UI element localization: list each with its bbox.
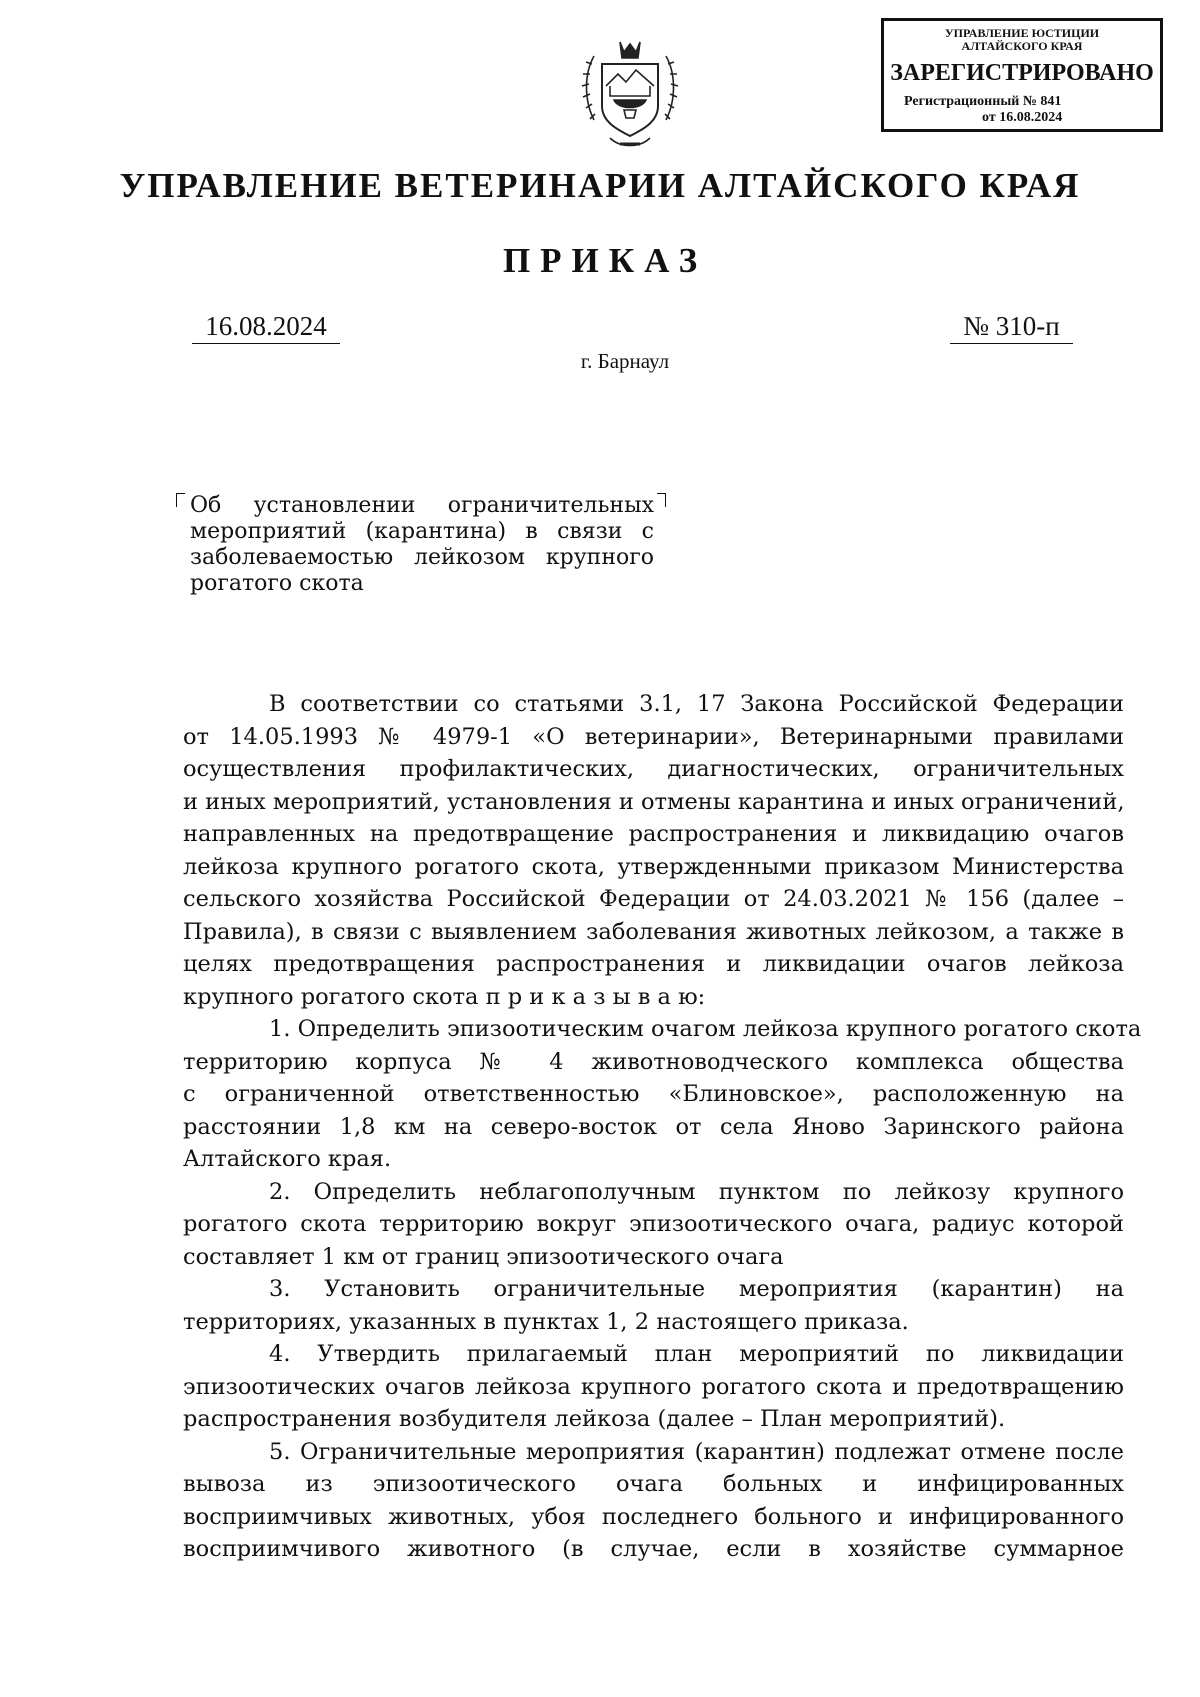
city: г. Барнаул <box>580 349 670 373</box>
body-line: лейкоза крупного рогатого скота, утвержденными приказом Министерства <box>183 853 1124 880</box>
document-type: ПРИКАЗ <box>502 241 708 280</box>
body-line: 4. Утвердить прилагаемый план мероприятий по ликвидации <box>269 1341 1124 1367</box>
order-body <box>183 688 1142 1566</box>
body-line: рогатого скота территорию вокруг эпизоотического очага, радиус которой <box>183 1211 1124 1237</box>
body-line: В соответствии со статьями 3.1, 17 Закона Российской Федерации <box>269 691 1124 717</box>
body-line: территорию корпуса № 4 животноводческого комплекса общества <box>183 1048 1124 1075</box>
body-line: эпизоотических очагов лейкоза крупного рогатого скота и предотвращению <box>183 1373 1124 1400</box>
stamp-status: ЗАРЕГИСТРИРОВАНО <box>890 60 1154 86</box>
body-line: 5. Ограничительные мероприятия (карантин) подлежат отмене после <box>269 1438 1124 1465</box>
body-line: расстоянии 1,8 км на северо-восток от села Яново Заринского района <box>183 1113 1124 1140</box>
body-line: и иных мероприятий, установления и отмены карантина и иных ограничений, <box>183 788 1125 815</box>
body-line: Правила), в связи с выявлением заболевания животных лейкозом, а также в <box>183 918 1124 945</box>
body-line: территориях, указанных в пунктах 1, 2 настоящего приказа. <box>183 1308 909 1335</box>
body-line: 1. Определить эпизоотическим очагом лейкоза крупного рогатого скота <box>269 1016 1142 1042</box>
body-line: восприимчивого животного (в случае, если в хозяйстве суммарное <box>183 1536 1124 1562</box>
subject-line: Об установлении ограничительных <box>190 493 654 518</box>
body-line: составляет 1 км от границ эпизоотического очага <box>183 1243 784 1270</box>
subject-line: мероприятий (карантина) в связи с <box>190 519 654 544</box>
body-line: 2. Определить неблагополучным пунктом по лейкозу крупного <box>269 1178 1124 1205</box>
subject-bracket-left <box>176 493 185 507</box>
subject-bracket-right <box>657 493 666 507</box>
body-line: сельского хозяйства Российской Федерации от 24.03.2021 № 156 (далее – <box>183 886 1124 912</box>
order-date: 16.08.2024 <box>192 310 340 344</box>
body-line: от 14.05.1993 № 4979-1 «О ветеринарии», Ветеринарными правилами <box>183 723 1124 750</box>
stamp-registration-date: от 16.08.2024 <box>982 110 1063 125</box>
coat-of-arms-icon <box>580 34 680 154</box>
body-line: целях предотвращения распространения и ликвидации очагов лейкоза <box>183 951 1124 977</box>
registration-stamp <box>881 18 1163 132</box>
order-subject <box>190 493 654 597</box>
body-line: с ограниченной ответственностью «Блиновское», расположенную на <box>183 1081 1124 1107</box>
body-line: направленных на предотвращение распространения и ликвидацию очагов <box>183 821 1124 847</box>
stamp-authority-line1: УПРАВЛЕНИЕ ЮСТИЦИИ <box>944 26 1100 40</box>
stamp-authority-line2: АЛТАЙСКОГО КРАЯ <box>961 39 1083 53</box>
subject-line: заболеваемостью лейкозом крупного <box>190 545 654 570</box>
subject-line: рогатого скота <box>190 571 364 596</box>
organization-name: УПРАВЛЕНИЕ ВЕТЕРИНАРИИ АЛТАЙСКОГО КРАЯ <box>119 166 1081 205</box>
body-line: крупного рогатого скота п р и к а з ы в а ю: <box>183 983 706 1010</box>
body-line: вывоза из эпизоотического очага больных и инфицированных <box>183 1471 1124 1497</box>
body-line: распространения возбудителя лейкоза (далее – План мероприятий). <box>183 1406 1006 1432</box>
order-number: № 310-п <box>950 310 1073 344</box>
body-line: осуществления профилактических, диагностических, ограничительных <box>183 756 1124 782</box>
body-line: восприимчивых животных, убоя последнего больного и инфицированного <box>183 1503 1124 1530</box>
stamp-registration-number: Регистрационный № 841 <box>904 94 1062 109</box>
body-line: 3. Установить ограничительные мероприятия (карантин) на <box>269 1276 1124 1302</box>
body-line: Алтайского края. <box>183 1146 392 1172</box>
